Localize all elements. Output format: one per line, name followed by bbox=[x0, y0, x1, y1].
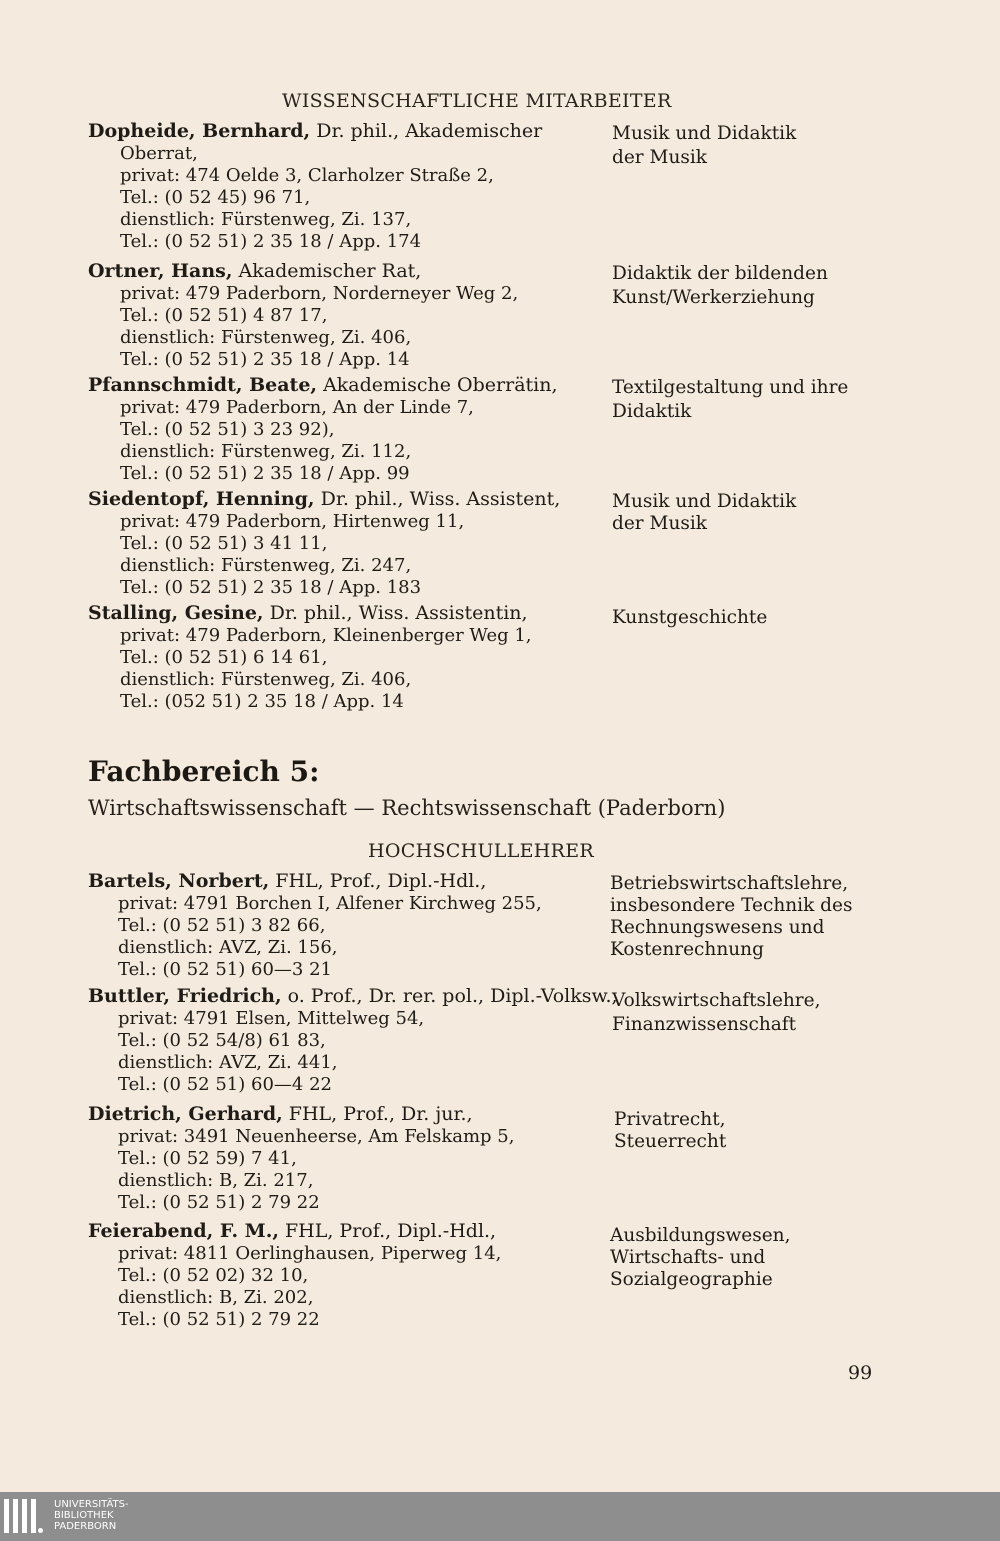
library-name-line: PADERBORN bbox=[54, 1521, 117, 1532]
detail-line: Tel.: (0 52 54/8) 61 83, bbox=[118, 1030, 326, 1051]
subject-line: Steuerrecht bbox=[614, 1131, 727, 1152]
detail-line: privat: 4791 Elsen, Mittelweg 54, bbox=[118, 1008, 425, 1029]
detail-line: privat: 3491 Neuenheerse, Am Felskamp 5, bbox=[118, 1126, 515, 1147]
page-number: 99 bbox=[848, 1362, 873, 1384]
person-title: Dr. phil., Akademischer bbox=[310, 120, 543, 142]
detail-line: Tel.: (0 52 51) 3 23 92), bbox=[120, 419, 335, 440]
detail-line: dienstlich: Fürstenweg, Zi. 137, bbox=[120, 209, 412, 230]
detail-line: Tel.: (0 52 51) 60—4 22 bbox=[118, 1074, 332, 1095]
subject-line: insbesondere Technik des bbox=[610, 895, 853, 916]
subject-line: Ausbildungswesen, bbox=[610, 1225, 791, 1246]
section-heading-mitarbeiter: WISSENSCHAFTLICHE MITARBEITER bbox=[282, 90, 672, 112]
detail-line: privat: 474 Oelde 3, Clarholzer Straße 2, bbox=[120, 165, 494, 186]
subject-line: Musik und Didaktik bbox=[612, 491, 797, 512]
person-title: FHL, Prof., Dipl.-Hdl., bbox=[278, 1220, 497, 1242]
section-heading-hochschullehrer: HOCHSCHULLEHRER bbox=[368, 840, 595, 862]
person-name: Siedentopf, Henning, bbox=[88, 488, 315, 510]
subject-line: Didaktik der bildenden bbox=[612, 263, 828, 284]
fachbereich-subtitle: Wirtschaftswissenschaft — Rechtswissenschaft (Paderborn) bbox=[88, 796, 726, 820]
detail-line: Tel.: (0 52 51) 3 41 11, bbox=[120, 533, 328, 554]
subject-line: Kostenrechnung bbox=[610, 939, 764, 960]
subject-line: Betriebswirtschaftslehre, bbox=[610, 873, 849, 894]
detail-line: Tel.: (0 52 45) 96 71, bbox=[120, 187, 311, 208]
library-footer-bar bbox=[0, 1492, 1000, 1541]
subject-line: der Musik bbox=[612, 147, 707, 168]
library-name bbox=[54, 1499, 129, 1532]
subject-line: Wirtschafts- und bbox=[610, 1247, 766, 1268]
detail-line: Tel.: (0 52 51) 60—3 21 bbox=[118, 959, 332, 980]
detail-line: Tel.: (0 52 51) 2 35 18 / App. 174 bbox=[120, 231, 422, 252]
detail-line: Tel.: (052 51) 2 35 18 / App. 14 bbox=[120, 691, 404, 712]
person-name: Stalling, Gesine, bbox=[88, 602, 264, 624]
person-name: Feierabend, F. M., bbox=[88, 1220, 279, 1242]
detail-line: privat: 4791 Borchen I, Alfener Kirchweg 255, bbox=[118, 893, 542, 914]
subject-line: Kunst/Werkerziehung bbox=[612, 287, 815, 308]
subject-line: Didaktik bbox=[612, 401, 692, 422]
library-name-line: BIBLIOTHEK bbox=[54, 1510, 114, 1521]
detail-line: dienstlich: B, Zi. 217, bbox=[118, 1170, 314, 1191]
detail-line: privat: 479 Paderborn, An der Linde 7, bbox=[120, 397, 474, 418]
person-name: Pfannschmidt, Beate, bbox=[88, 374, 318, 396]
subject-line: Sozialgeographie bbox=[610, 1269, 773, 1290]
subject-line: Musik und Didaktik bbox=[612, 123, 797, 144]
detail-line: Tel.: (0 52 51) 2 35 18 / App. 14 bbox=[120, 349, 410, 370]
person-title: Akademische Oberrätin, bbox=[317, 374, 558, 396]
detail-line: Tel.: (0 52 59) 7 41, bbox=[118, 1148, 297, 1169]
detail-line: dienstlich: AVZ, Zi. 156, bbox=[118, 937, 338, 958]
library-logo-dot-icon bbox=[38, 1528, 43, 1533]
subject-line: Finanzwissenschaft bbox=[612, 1014, 797, 1035]
person-name: Dopheide, Bernhard, bbox=[88, 120, 311, 142]
subject-line: Privatrecht, bbox=[614, 1109, 726, 1130]
person-title: FHL, Prof., Dipl.-Hdl., bbox=[269, 870, 487, 892]
detail-line: Tel.: (0 52 51) 2 79 22 bbox=[118, 1192, 320, 1213]
detail-line: dienstlich: B, Zi. 202, bbox=[118, 1287, 314, 1308]
person-title: o. Prof., Dr. rer. pol., Dipl.-Volksw., bbox=[281, 985, 618, 1007]
detail-line: Tel.: (0 52 51) 2 35 18 / App. 183 bbox=[120, 577, 422, 598]
library-logo-icon bbox=[4, 1499, 36, 1533]
detail-line: Oberrat, bbox=[120, 143, 198, 164]
detail-line: Tel.: (0 52 51) 2 35 18 / App. 99 bbox=[120, 463, 410, 484]
fachbereich-title: Fachbereich 5: bbox=[88, 755, 320, 788]
detail-line: dienstlich: Fürstenweg, Zi. 112, bbox=[120, 441, 412, 462]
person-name: Ortner, Hans, bbox=[88, 260, 233, 282]
subject-line: der Musik bbox=[612, 513, 707, 534]
detail-line: privat: 4811 Oerlinghausen, Piperweg 14, bbox=[118, 1243, 502, 1264]
detail-line: Tel.: (0 52 51) 6 14 61, bbox=[120, 647, 328, 668]
detail-line: privat: 479 Paderborn, Kleinenberger Weg 1, bbox=[120, 625, 532, 646]
detail-line: dienstlich: Fürstenweg, Zi. 406, bbox=[120, 327, 412, 348]
detail-line: Tel.: (0 52 51) 2 79 22 bbox=[118, 1309, 320, 1330]
person-title: FHL, Prof., Dr. jur., bbox=[282, 1103, 473, 1125]
person-title: Dr. phil., Wiss. Assistentin, bbox=[263, 602, 528, 624]
detail-line: dienstlich: Fürstenweg, Zi. 247, bbox=[120, 555, 412, 576]
person-name: Bartels, Norbert, bbox=[88, 870, 270, 892]
library-name-line: UNIVERSITÄTS- bbox=[54, 1499, 129, 1510]
detail-line: Tel.: (0 52 02) 32 10, bbox=[118, 1265, 309, 1286]
subject-line: Volkswirtschaftslehre, bbox=[612, 990, 821, 1011]
person-name: Buttler, Friedrich, bbox=[88, 985, 282, 1007]
person-title: Akademischer Rat, bbox=[232, 260, 422, 282]
detail-line: privat: 479 Paderborn, Hirtenweg 11, bbox=[120, 511, 465, 532]
subject-line: Textilgestaltung und ihre bbox=[612, 377, 849, 398]
detail-line: dienstlich: Fürstenweg, Zi. 406, bbox=[120, 669, 412, 690]
detail-line: Tel.: (0 52 51) 4 87 17, bbox=[120, 305, 328, 326]
subject-line: Kunstgeschichte bbox=[612, 607, 768, 628]
detail-line: privat: 479 Paderborn, Norderneyer Weg 2, bbox=[120, 283, 519, 304]
detail-line: dienstlich: AVZ, Zi. 441, bbox=[118, 1052, 338, 1073]
detail-line: Tel.: (0 52 51) 3 82 66, bbox=[118, 915, 326, 936]
person-title: Dr. phil., Wiss. Assistent, bbox=[314, 488, 561, 510]
subject-line: Rechnungswesens und bbox=[610, 917, 825, 938]
person-name: Dietrich, Gerhard, bbox=[88, 1103, 283, 1125]
